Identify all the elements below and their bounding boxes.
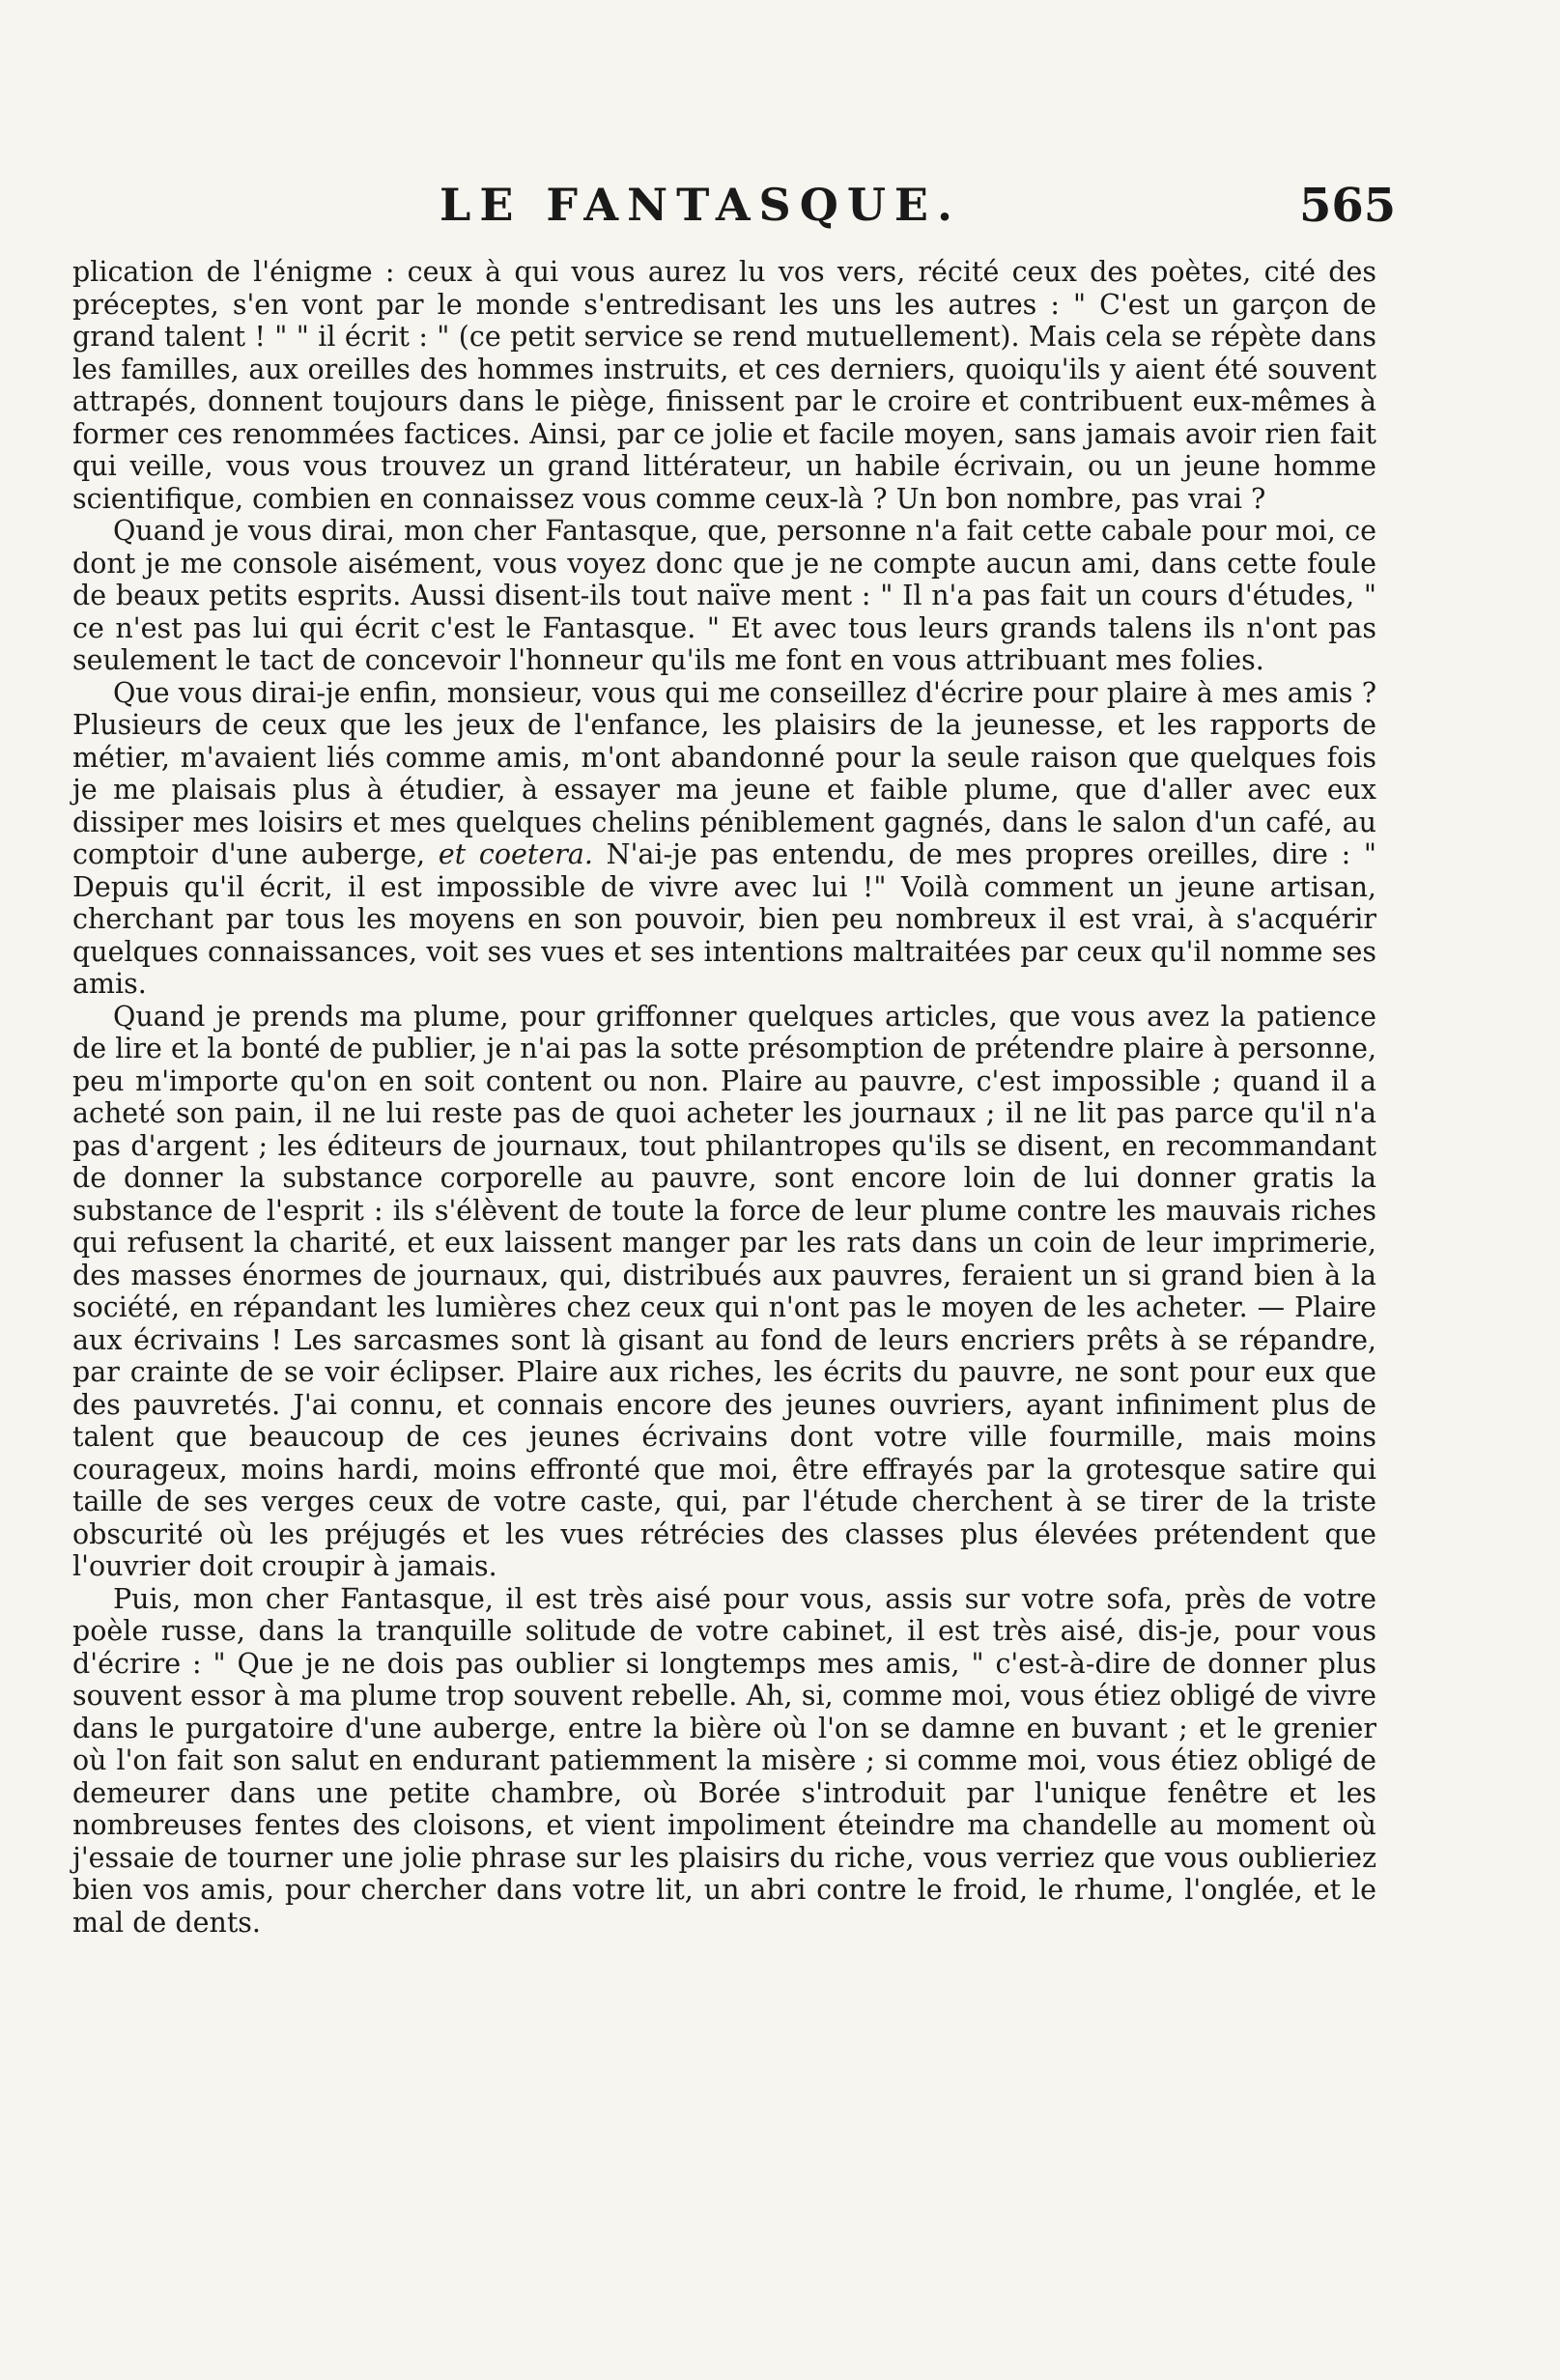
paragraph	[72, 515, 1376, 677]
paragraph	[72, 256, 1376, 515]
paragraph	[72, 1001, 1376, 1583]
paragraph	[72, 1583, 1376, 1940]
page-number: 565	[1299, 179, 1397, 233]
article-body	[72, 256, 1376, 1939]
paragraph-text: Quand je prends ma plume, pour griffonner quelques articles, que vous avez la patience de lire et la bonté de publier, je n'ai pas la sotte présomption de prétendre plaire à personne, peu m'importe qu'on en soit content ou non. Plaire au pauvre, c'est impossible ; quand il a acheté son pain, il ne lui reste pas de quoi acheter les journaux ; il ne lit pas parce qu'il n'a pas d'argent ; les éditeurs de journaux, tout philantropes qu'ils se disent, en recommandant de donner la substance corporelle au pauvre, sont encore loin de lui donner gratis la substance de l'esprit : ils s'élèvent de toute la force de leur plume contre les mauvais riches qui refusent la charité, et eux laissent manger par les rats dans un coin de leur imprimerie, des masses énormes de journaux, qui, distribués aux pauvres, feraient un si grand bien à la société, en répandant les lumières chez ceux qui n'ont pas le moyen de les acheter. — Plaire aux écrivains ! Les sarcasmes sont là gisant au fond de leurs encriers prêts à se répandre, par crainte de se voir éclipser. Plaire aux riches, les écrits du pauvre, ne sont pour eux que des pauvretés. J'ai connu, et connais encore des jeunes ouvriers, ayant infiniment plus de talent que beaucoup de ces jeunes écrivains dont votre ville fourmille, mais moins courageux, moins hardi, moins effronté que moi, être effrayés par la grotesque satire qui taille de ses verges ceux de votre caste, qui, par l'étude cherchent à se tirer de la triste obscurité où les préjugés et les vues rétrécies des classes plus élevées prétendent que l'ouvrier doit croupir à jamais.	[72, 1000, 1376, 1582]
paragraph	[72, 677, 1376, 1001]
paragraph-text: Quand je vous dirai, mon cher Fantasque, que, personne n'a fait cette cabale pour moi, ce dont je me console aisément, vous voyez donc que je ne compte aucun ami, dans cette foule de beaux petits esprits. Aussi disent-ils tout naïve ment : " Il n'a pas fait un cours d'études, " ce n'est pas lui qui écrit c'est le Fantasque. " Et avec tous leurs grands talens ils n'ont pas seulement le tact de concevoir l'honneur qu'ils me font en vous attribuant mes folies.	[72, 515, 1376, 676]
paragraph-text: Puis, mon cher Fantasque, il est très aisé pour vous, assis sur votre sofa, près de votre poèle russe, dans la tranquille solitude de votre cabinet, il est très aisé, dis-je, pour vous d'écrire : " Que je ne dois pas oublier si longtemps mes amis, " c'est-à-dire de donner plus souvent essor à ma plume trop souvent rebelle. Ah, si, comme moi, vous étiez obligé de vivre dans le purgatoire d'une auberge, entre la bière où l'on se damne en buvant ; et le grenier où l'on fait son salut en endurant patiemment la misère ; si comme moi, vous étiez obligé de demeurer dans une petite chambre, où Borée s'introduit par l'unique fenêtre et les nombreuses fentes des cloisons, et vient impoliment éteindre ma chandelle au moment où j'essaie de tourner une jolie phrase sur les plaisirs du riche, vous verriez que vous oublieriez bien vos amis, pour chercher dans votre lit, un abri contre le froid, le rhume, l'onglée, et le mal de dents.	[72, 1582, 1376, 1939]
page-header	[0, 179, 1560, 246]
italic-text: et coetera.	[438, 838, 593, 870]
paragraph-text: Que vous dirai-je enfin, monsieur, vous qui me conseillez d'écrire pour plaire à mes amis ? Plusieurs de ceux que les jeux de l'enfance, les plaisirs de la jeunesse, et les rapports de métier, m'avaient liés comme amis, m'ont abandonné pour la seule raison que quelques fois je me plaisais plus à étudier, à essayer ma jeune et faible plume, que d'aller avec eux dissiper mes loisirs et mes quelques chelins péniblement gagnés, dans le salon d'un café, au comptoir d'une auberge,	[72, 676, 1376, 870]
paragraph-text: plication de l'énigme : ceux à qui vous aurez lu vos vers, récité ceux des poètes, cité des préceptes, s'en vont par le monde s'entredisant les uns les autres : " C'est un garçon de grand talent ! " " il écrit : " (ce petit service se rend mutuellement). Mais cela se répète dans les familles, aux oreilles des hommes instruits, et ces derniers, quoiqu'ils y aient été souvent attrapés, donnent toujours dans le piège, finissent par le croire et contribuent eux-mêmes à former ces renommées factices. Ainsi, par ce jolie et facile moyen, sans jamais avoir rien fait qui veille, vous vous trouvez un grand littérateur, un habile écrivain, ou un jeune homme scientifique, combien en connaissez vous comme ceux-là ? Un bon nombre, pas vrai ?	[72, 256, 1376, 515]
paragraph-text: N'ai-je pas entendu, de mes propres oreilles, dire : " Depuis qu'il écrit, il est impossible de vivre avec lui !" Voilà comment un jeune artisan, cherchant par tous les moyens en son pouvoir, bien peu nombreux il est vrai, à s'acquérir quelques connaissances, voit ses vues et ses intentions maltraitées par ceux qu'il nomme ses amis.	[72, 838, 1377, 1000]
running-title: LE FANTASQUE.	[440, 179, 962, 231]
